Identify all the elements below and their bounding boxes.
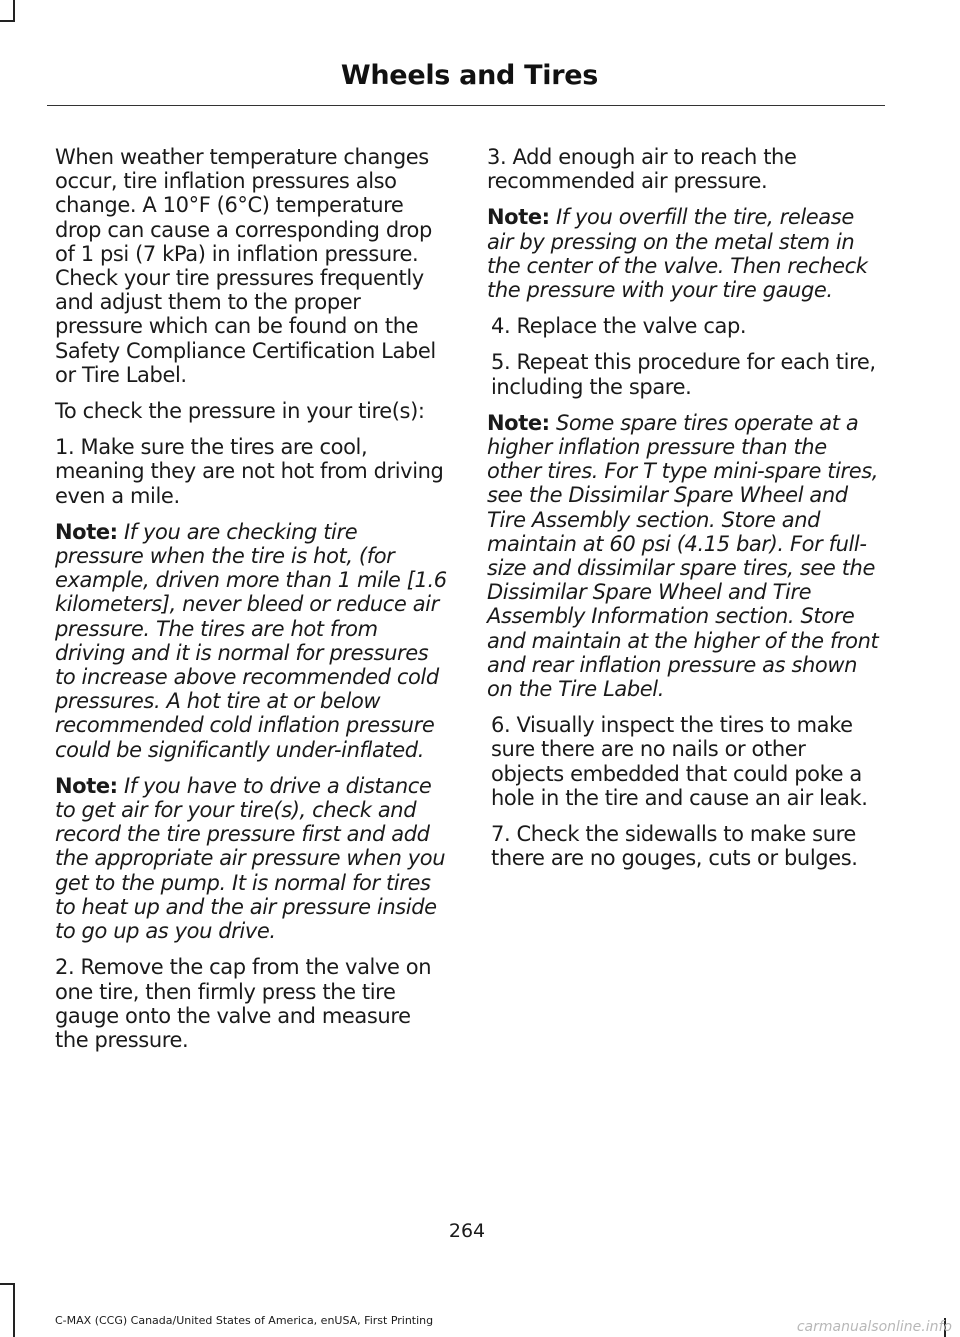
watermark: carmanualsonline.info — [796, 1319, 952, 1335]
page-title: Wheels and Tires — [340, 60, 598, 91]
step-6: 6. Visually inspect the tires to make sure there are no nails or other objects embedded that could poke a hole in the tire and cause an air leak. — [491, 713, 868, 810]
note-label: Note: — [55, 519, 118, 544]
step-7: 7. Check the sidewalls to make sure there are no gouges, cuts or bulges. — [491, 822, 858, 871]
note-text: Some spare tires operate at a higher inflation pressure than the other tires. For T type mini-spare tires, see the Dissimilar Spare Wheel and Tire Assembly section. Store and maintain at 60 psi (4.15 bar). For full-size and dissimilar spare tires, see the Dissimilar Spare Wheel and Tire Assembly Information section. Store and maintain at the higher of the front and rear inflation pressure as shown on the Tire Label. — [487, 410, 879, 702]
step-4: 4. Replace the valve cap. — [491, 314, 747, 339]
note-label: Note: — [55, 773, 118, 798]
crop-mark-bottom-left-v — [13, 1283, 15, 1337]
note-spare-tires — [487, 411, 882, 701]
paragraph-temperature: When weather temperature changes occur, tire inflation pressures also change. A 10°F (6°C) temperature drop can cause a corresponding drop of 1 psi (7 kPa) in inflation pressure. Check your tire pressures frequently and adjust them to the proper pressure which can be found on the Safety Compliance Certification Label or Tire Label. — [55, 145, 436, 387]
step-3: 3. Add enough air to reach the recommended air pressure. — [487, 145, 797, 194]
header-rule — [47, 105, 885, 106]
footer-text: C-MAX (CCG) Canada/United States of America, enUSA, First Printing — [55, 1314, 434, 1327]
page-number: 264 — [448, 1220, 486, 1242]
note-text: If you have to drive a distance to get air for your tire(s), check and record the tire pressure first and add the appropriate air pressure when you get to the pump. It is normal for tires to heat up and the air pressure inside to go up as you drive. — [55, 773, 446, 944]
note-overfill — [487, 205, 882, 302]
crop-mark-bottom-left-h — [0, 1283, 15, 1285]
note-drive-distance — [55, 774, 450, 943]
note-label: Note: — [487, 410, 550, 435]
step-5: 5. Repeat this procedure for each tire, including the spare. — [491, 350, 876, 399]
note-text: If you are checking tire pressure when the tire is hot, (for example, driven more than 1 mile [1.6 kilometers], never bleed or reduce air pressure. The tires are hot from driving and it is normal for pressures to increase above recommended cold pressures. A hot tire at or below recommended cold inflation pressure could be significantly under-inflated. — [55, 519, 447, 762]
crop-mark-top-left-v — [13, 0, 15, 22]
paragraph-check-intro: To check the pressure in your tire(s): — [55, 399, 425, 424]
step-2: 2. Remove the cap from the valve on one tire, then firmly press the tire gauge onto the valve and measure the pressure. — [55, 955, 432, 1052]
crop-mark-top-left-h — [0, 20, 15, 22]
note-text: If you overfill the tire, release air by pressing on the metal stem in the center of the valve. Then recheck the pressure with your tire gauge. — [487, 205, 868, 303]
note-label: Note: — [487, 205, 550, 230]
left-column — [55, 145, 450, 1064]
note-hot-tire — [55, 520, 450, 762]
right-column — [487, 145, 882, 882]
step-1: 1. Make sure the tires are cool, meaning they are not hot from driving even a mile. — [55, 435, 444, 508]
